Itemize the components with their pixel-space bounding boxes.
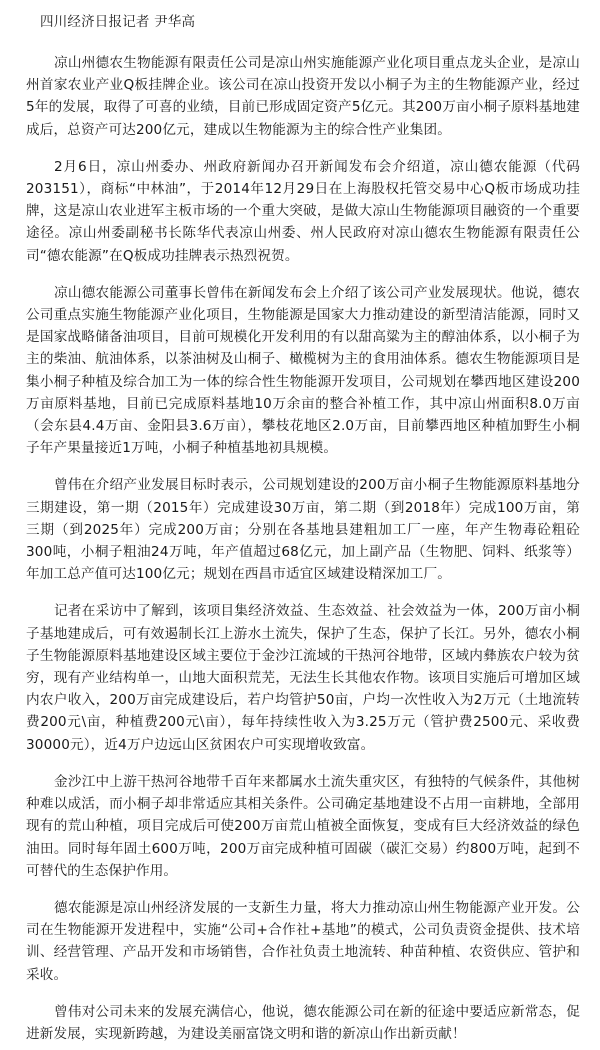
paragraph-7: 德农能源是凉山州经济发展的一支新生力量，将大力推动凉山州生物能源产业开发。公司在生物能源开发进程中，实施“公司+合作社+基地”的模式，公司负责资金提供、技术培训、经营管理、产品开发和市场销售，合作社负责土地流转、种苗种植、农资供应、管护和采收。 — [26, 899, 580, 983]
paragraph-4: 曾伟在介绍产业发展目标时表示，公司规划建设的200万亩小桐子生物能源原料基地分三期建设，第一期（2015年）完成建设30万亩，第二期（到2018年）完成100万亩，第三期（到2025年）完成200万亩；分别在各基地县建粗加工厂一座，年产生物毒砼粗砼300吨，小桐子粗油24万吨，年产值超过68亿元，加上副产品（生物肥、饲料、纸浆等）年加工总产值可达100亿元；规划在西昌市适宜区域建设精深加工厂。 — [26, 477, 580, 583]
paragraph-5: 记者在采访中了解到，该项目集经济效益、生态效益、社会效益为一体，200万亩小桐子基地建成后，可有效遏制长江上游水土流失，保护了生态，保护了长江。另外，德农小桐子生物能源原料基地建设区域主要位于金沙江流域的干热河谷地带，区域内彝族农户较为贫穷，现有产业结构单一，山地大面积荒芜，无法生长其他农作物。该项目实施后可增加区域内农户收入，200万亩完成建设后，若户均管护50亩，户均一次性收入为2万元（土地流转费200元\亩，种植费200元\亩），每年持续性收入为3.25万元（管护费2500元、采收费30000元），近4万户边远山区贫困农户可实现增收致富。 — [26, 603, 580, 753]
paragraph-2: 2月6日，凉山州委办、州政府新闻办召开新闻发布会介绍道，凉山德农能源（代码203151），商标“中林油”，于2014年12月29日在上海股权托管交易中心Q板市场成功挂牌，这是凉山农业进军主板市场的一个重大突破，是做大凉山生物能源项目融资的一个重要途径。凉山州委副秘书长陈华代表凉山州委、州人民政府对凉山德农生物能源有限责任公司“德农能源”在Q板成功挂牌表示热烈祝贺。 — [26, 158, 580, 264]
byline: 四川经济日报记者 尹华高 — [40, 14, 196, 30]
paragraph-3: 凉山德农能源公司董事长曾伟在新闻发布会上介绍了该公司产业发展现状。他说，德农公司重点实施生物能源产业化项目，生物能源是国家大力推动建设的新型清洁能源，同时又是国家战略储备油项目，目前可规模化开发利用的有以甜高粱为主的醇油体系，以小桐子为主的柴油、航油体系，以茶油树及山桐子、橄榄树为主的食用油体系。德农生物能源项目是集小桐子种植及综合加工为一体的综合性生物能源开发项目，公司规划在攀西地区建设200万亩原料基地，目前已完成原料基地10万余亩的整合补植工作，其中凉山州面积8.0万亩（会东县4.4万亩、金阳县3.6万亩），攀枝花地区2.0万亩，目前攀西地区种植加野生小桐子年产果量接近1万吨，小桐子种植基地初具规模。 — [26, 284, 580, 457]
paragraph-8: 曾伟对公司未来的发展充满信心，他说，德农能源公司在新的征途中要适应新常态，促进新发展，实现新跨越，为建设美丽富饶文明和谐的新凉山作出新贡献！ — [26, 1003, 580, 1042]
paragraph-6: 金沙江中上游干热河谷地带千百年来都属水土流失重灾区，有独特的气候条件，其他树种难以成活，而小桐子却非常适应其相关条件。公司确定基地建设不占用一亩耕地，全部用现有的荒山种植，项目完成后可使200万亩荒山植被全面恢复，变成有巨大经济效益的绿色油田。同时每年固土600万吨，200万亩完成种植可固碳（碳汇交易）约800万吨，起到不可替代的生态保护作用。 — [26, 773, 580, 879]
paragraph-1: 凉山州德农生物能源有限责任公司是凉山州实施能源产业化项目重点龙头企业，是凉山州首家农业产业Q板挂牌企业。该公司在凉山投资开发以小桐子为主的生物能源产业，经过5年的发展，取得了可喜的业绩，目前已形成固定资产5亿元。其200万亩小桐子原料基地建成后，总资产可达200亿元，建成以生物能源为主的综合性产业集团。 — [26, 55, 580, 138]
